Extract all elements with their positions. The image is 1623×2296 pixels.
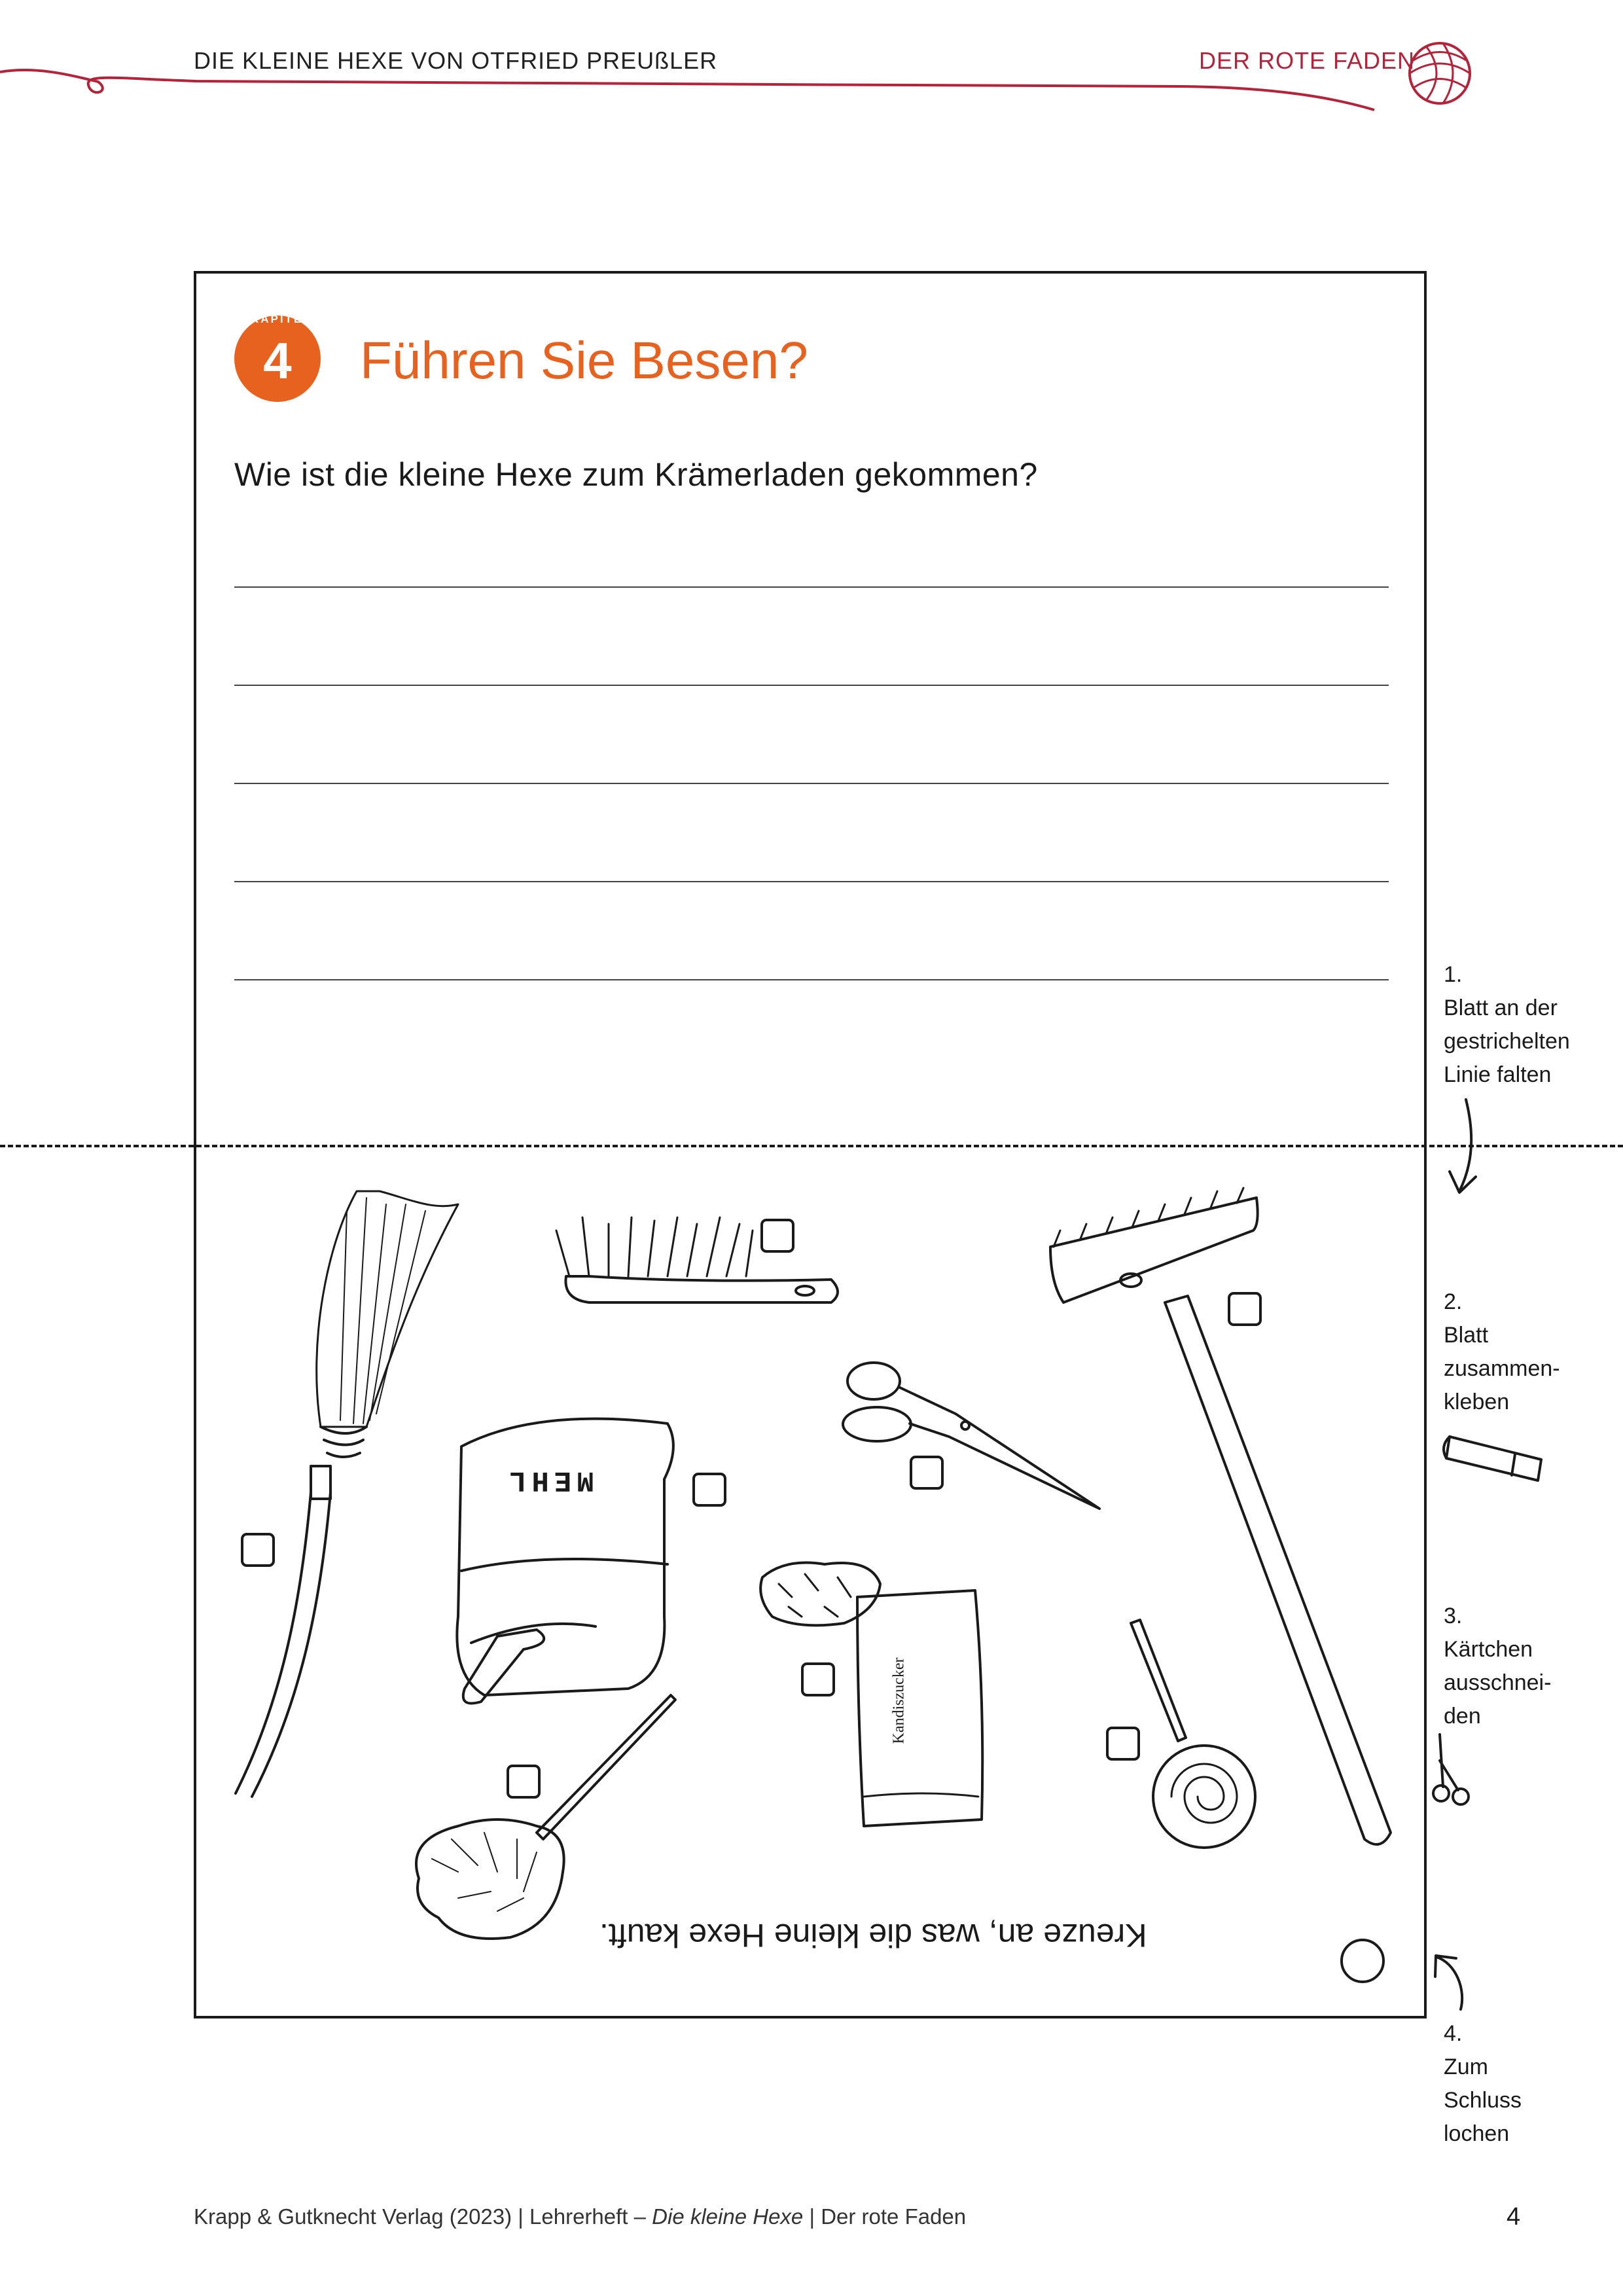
hand-brush-illustration — [556, 1217, 838, 1302]
hole-punch-arrow-icon — [1435, 1956, 1462, 2009]
lollipop-illustration — [1131, 1620, 1255, 1848]
header-series-title: DER ROTE FADEN — [1199, 47, 1416, 74]
checkbox-flour[interactable] — [692, 1473, 726, 1507]
scissors-cut-icon — [1433, 1734, 1469, 1804]
side-step-4-num: 4. — [1444, 2021, 1463, 2046]
checkbox-hand-brush[interactable] — [760, 1219, 794, 1253]
checkbox-scissors[interactable] — [910, 1456, 944, 1490]
checkbox-rock-sugar[interactable] — [801, 1662, 835, 1696]
question-text: Wie ist die kleine Hexe zum Krämerladen gekommen? — [234, 456, 1038, 493]
feather-duster-illustration — [416, 1695, 675, 1939]
push-broom-illustration — [1050, 1188, 1391, 1844]
rock-sugar-illustration — [760, 1563, 982, 1827]
side-step-3-line-2: ausschnei- — [1444, 1670, 1552, 1695]
side-step-1-line-1: Blatt an der — [1444, 996, 1558, 1020]
chapter-label: KAPITEL — [251, 313, 312, 325]
header-book-title: DIE KLEINE HEXE VON OTFRIED PREUßLER — [194, 47, 718, 74]
side-step-2-num: 2. — [1444, 1289, 1463, 1314]
side-step-4 — [1444, 2017, 1522, 2151]
flour-bag-label: MEHL — [504, 1463, 594, 1496]
side-step-3-line-1: Kärtchen — [1444, 1637, 1533, 1662]
checkbox-feather-duster[interactable] — [507, 1765, 541, 1799]
side-step-1-num: 1. — [1444, 962, 1463, 987]
checkbox-lollipop[interactable] — [1106, 1727, 1140, 1761]
scissors-illustration — [843, 1363, 1099, 1509]
side-step-4-line-2: Schluss — [1444, 2088, 1522, 2113]
side-step-3-num: 3. — [1444, 1604, 1463, 1628]
side-step-2-line-2: zusammen- — [1444, 1356, 1560, 1381]
side-step-2 — [1444, 1285, 1560, 1419]
side-step-1 — [1444, 958, 1570, 1092]
side-step-1-line-3: Linie falten — [1444, 1062, 1552, 1087]
side-step-2-line-1: Blatt — [1444, 1323, 1489, 1348]
punch-hole-marker — [1340, 1939, 1385, 1983]
side-step-3-line-3: den — [1444, 1704, 1481, 1729]
side-step-1-line-2: gestrichelten — [1444, 1029, 1570, 1054]
sugar-bag-label: Kandiszucker — [890, 1657, 908, 1744]
checkbox-push-broom[interactable] — [1228, 1292, 1262, 1326]
glue-stick-icon — [1444, 1437, 1541, 1480]
footer-credits — [194, 2204, 966, 2229]
footer-book-title: Die kleine Hexe — [652, 2204, 804, 2229]
chapter-number: 4 — [263, 332, 292, 389]
side-step-2-line-3: kleben — [1444, 1390, 1510, 1414]
footer-series: | Der rote Faden — [803, 2204, 967, 2229]
fold-arrow-icon — [1450, 1100, 1476, 1193]
side-step-3 — [1444, 1600, 1551, 1733]
flour-sack-illustration — [457, 1419, 673, 1704]
footer-publisher: Krapp & Gutknecht Verlag (2023) | Lehrerheft – — [194, 2204, 652, 2229]
checkbox-witch-broom[interactable] — [241, 1533, 275, 1567]
worksheet-title: Führen Sie Besen? — [360, 331, 808, 389]
side-step-4-line-1: Zum — [1444, 2054, 1488, 2079]
instruction-upside-down: Kreuze an, was die kleine Hexe kauft. — [599, 1917, 1147, 1954]
witch-broom-illustration — [236, 1191, 458, 1797]
side-step-4-line-3: lochen — [1444, 2121, 1510, 2146]
page-number: 4 — [1507, 2203, 1521, 2231]
